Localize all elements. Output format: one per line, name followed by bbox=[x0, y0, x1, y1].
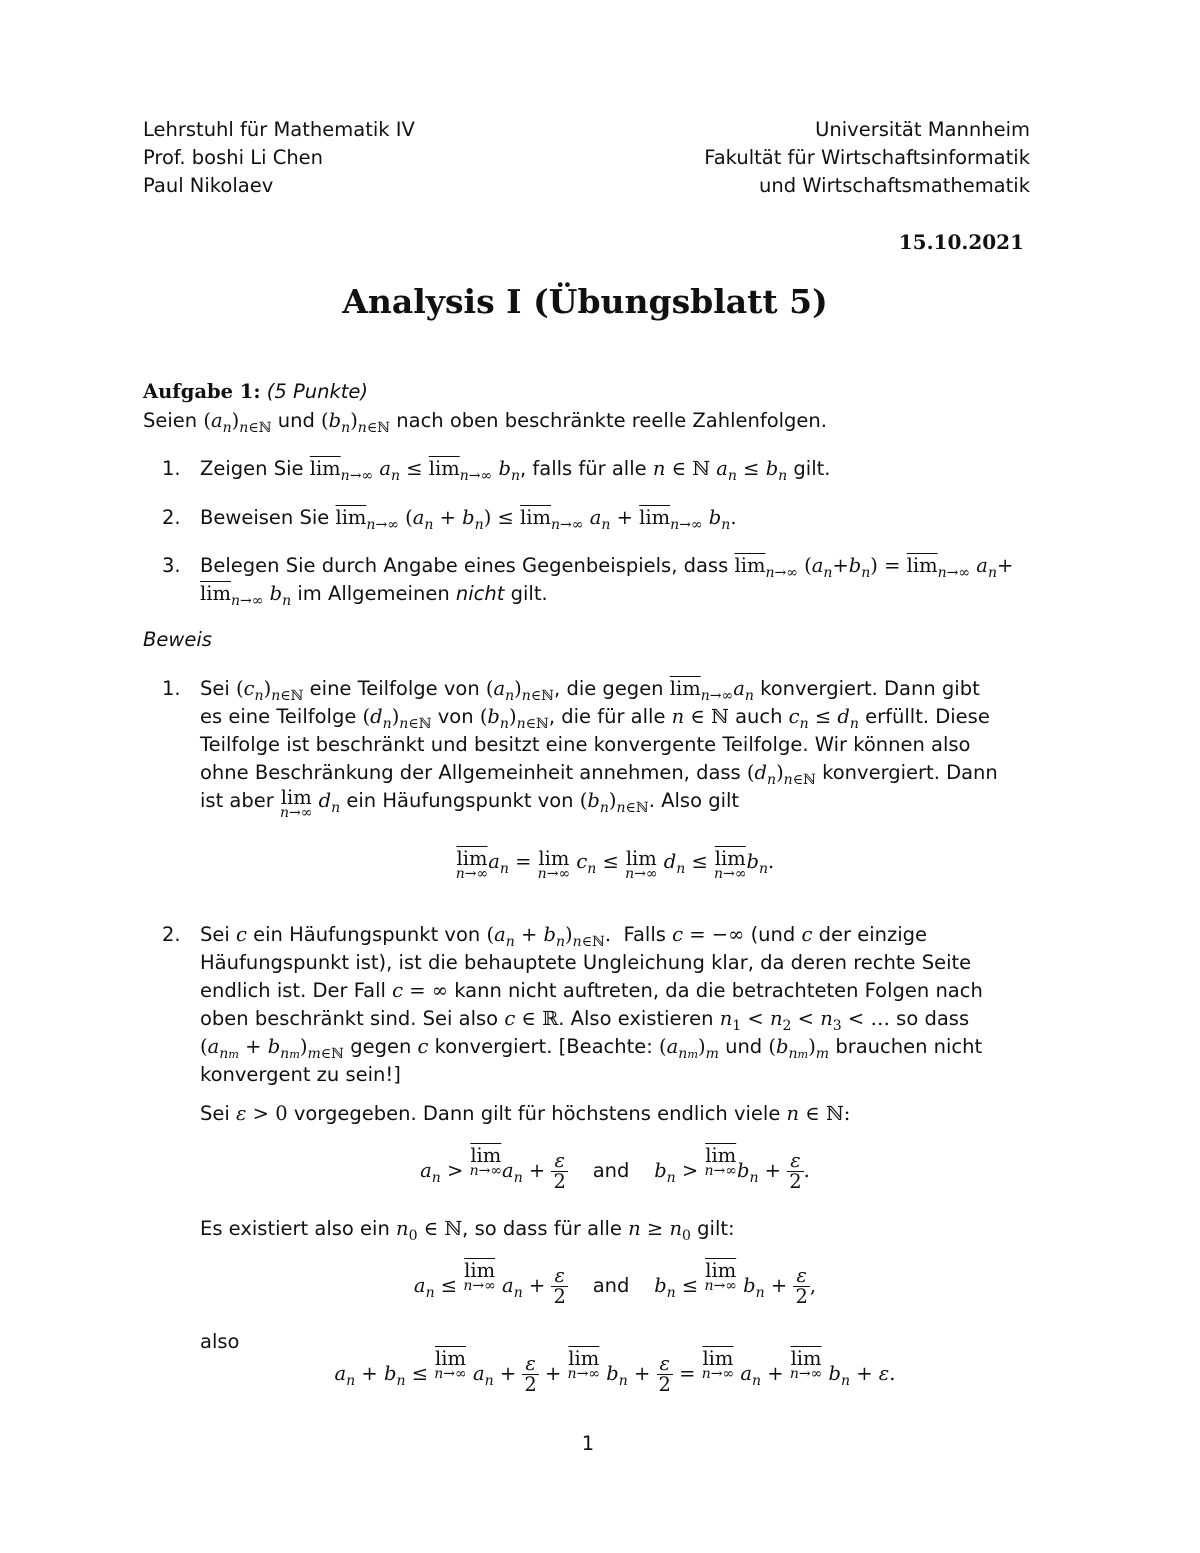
item-3-text-d: gilt. bbox=[510, 582, 548, 605]
proof-2-line-7 bbox=[200, 1100, 850, 1128]
p1-l2c: , die für alle bbox=[548, 705, 666, 728]
math-n-in-N: n ∈ ℕ bbox=[671, 705, 729, 728]
p1-l5c: . Also gilt bbox=[648, 789, 740, 812]
task-label: Aufgabe 1: bbox=[143, 380, 261, 403]
item-1-text-b: , falls für alle bbox=[519, 457, 647, 480]
math-d-seq: $(d_n)_{n\in ℕ}$ bbox=[362, 705, 432, 732]
p2-l1e: der einzige bbox=[818, 923, 928, 946]
task-item-1 bbox=[200, 455, 830, 490]
item-3-text-b: im Allgemeinen bbox=[297, 582, 450, 605]
faculty-name-2: und Wirtschaftsmathematik bbox=[759, 174, 1030, 197]
p1-l1a: Sei bbox=[200, 677, 230, 700]
display-equation-3: $a_n \le \overline{lim}$ n→∞ $a_n$ + $\frac{\varepsilon}{2}$ and $b_n \le \overline{lim}$ n→∞ $b_n$ + $\frac{\varepsilon}{2}$ , bbox=[413, 1259, 817, 1308]
p2-l5b: konvergiert. [Beachte: bbox=[434, 1035, 653, 1058]
p2-l5a: gegen bbox=[350, 1035, 412, 1058]
p2-l4b: . Also existieren bbox=[558, 1007, 714, 1030]
p2-l7a: Sei bbox=[200, 1102, 230, 1125]
math-b-subseq: $(b_{nm})_m$ bbox=[768, 1035, 830, 1062]
math-b-seq: $(b_n)_{n\in ℕ}$ bbox=[321, 409, 391, 436]
proof-2-line-2: Häufungspunkt ist), ist die behauptete Ungleichung klar, da deren rechte Seite bbox=[200, 951, 972, 974]
math-limsup-a: $\overline{lim}_{n\to\infty}a_n$ bbox=[669, 677, 754, 704]
math-lim-d: lim n→∞ $d_n$ bbox=[279, 786, 341, 822]
math-c-2: c bbox=[801, 923, 813, 946]
p2-l4a: oben beschränkt sind. Sei also bbox=[200, 1007, 499, 1030]
math-c-seq: $(c_n)_{n\in ℕ}$ bbox=[236, 677, 304, 704]
math-item-1b: n ∈ ℕ $a_n \le b_n$ bbox=[652, 457, 788, 484]
math-a-seq-2: $(a_n)_{n\in ℕ}$ bbox=[485, 677, 555, 704]
professor-name: Prof. boshi Li Chen bbox=[143, 146, 324, 169]
math-a-subseq: $(a_{nm})_m$ bbox=[659, 1035, 719, 1062]
math-d-seq-2: $(d_n)_{n\in ℕ}$ bbox=[746, 761, 816, 788]
math-c: c bbox=[236, 923, 247, 946]
p1-l2e: erfüllt. Diese bbox=[865, 705, 990, 728]
item-2-text-a: Beweisen Sie bbox=[200, 506, 330, 529]
task-points: (5 Punkte) bbox=[266, 380, 368, 403]
p2-l1a: Sei bbox=[200, 923, 230, 946]
math-n0-in-N: $n_0$ ∈ ℕ bbox=[396, 1217, 463, 1244]
item-3-number: 3. bbox=[162, 554, 181, 577]
display-equation-4: $a_n + b_n \le \overline{lim}$ n→∞ $a_n$ + $\frac{\varepsilon}{2}$ + $\overline{lim}$ n→∞ $b_n$ + $\frac{\varepsilon}{2}$ = $\overline{lim}$ n→∞ $a_n + \overline{lim}$ n→∞ $b_n + \varepsilon$. bbox=[334, 1347, 896, 1396]
proof-2-line-8 bbox=[200, 1215, 735, 1250]
math-item-1: $\overline{lim}_{n\to\infty}$ $a_n \le \overline{lim}_{n\to\infty}$ $b_n$ bbox=[309, 457, 520, 484]
p1-l1d: konvergiert. Dann gibt bbox=[760, 677, 980, 700]
p2-l7b: vorgegeben. Dann gilt für höchstens endlich viele bbox=[293, 1102, 781, 1125]
p2-l5c: und bbox=[725, 1035, 763, 1058]
proof-1-line-5 bbox=[200, 787, 739, 822]
math-c-in-R: c ∈ ℝ bbox=[504, 1007, 559, 1030]
proof-1-number: 1. bbox=[162, 677, 181, 700]
math-item-3b: $\overline{lim}_{n\to\infty}$ $b_n$ bbox=[200, 582, 292, 609]
p1-l4b: konvergiert. Dann bbox=[822, 761, 998, 784]
math-n-ge-n0: $n \ge n_0$ bbox=[628, 1217, 691, 1244]
proof-2-line-6: konvergent zu sein!] bbox=[200, 1063, 401, 1086]
item-1-text-a: Zeigen Sie bbox=[200, 457, 304, 480]
task-item-2 bbox=[200, 504, 737, 539]
intro-text-b: und bbox=[277, 409, 315, 432]
item-1-number: 1. bbox=[162, 457, 181, 480]
p2-l8c: gilt: bbox=[697, 1217, 735, 1240]
p1-l5a: ist aber bbox=[200, 789, 274, 812]
p1-l2b: von bbox=[437, 705, 474, 728]
p2-l1b: ein Häufungspunkt von bbox=[253, 923, 481, 946]
proof-2-number: 2. bbox=[162, 923, 181, 946]
p2-l1c: Falls bbox=[623, 923, 666, 946]
p2-l8a: Es existiert also ein bbox=[200, 1217, 390, 1240]
p2-l3b: kann nicht auftreten, da die betrachteten Folgen nach bbox=[454, 979, 983, 1002]
display-equation-1: $\overline{lim}$ n→∞ $a_n = \lim$ n→∞ $c_n \le \lim$ n→∞ $d_n \le \overline{lim}$ n→∞ $b_n$. bbox=[455, 847, 775, 883]
math-c-3: c bbox=[417, 1035, 429, 1058]
item-1-text-c: gilt. bbox=[793, 457, 831, 480]
p1-l1b: eine Teilfolge von bbox=[309, 677, 480, 700]
display-equation-2: $a_n > \overline{lim}$ n→∞ $a_n$ + $\frac{\varepsilon}{2}$ and $b_n > \overline{lim}$ n→∞ $b_n$ + $\frac{\varepsilon}{2}$ . bbox=[420, 1144, 810, 1193]
p2-l4c: so dass bbox=[896, 1007, 970, 1030]
math-c-inf: c = ∞ bbox=[392, 979, 449, 1002]
task-item-3-line-2 bbox=[200, 580, 548, 615]
item-2-number: 2. bbox=[162, 506, 181, 529]
p2-l8b: , so dass für alle bbox=[462, 1217, 622, 1240]
p1-l4a: ohne Beschränkung der Allgemeinheit annehmen, dass bbox=[200, 761, 741, 784]
math-b-seq-3: $(b_n)_{n\in ℕ}$ bbox=[579, 789, 649, 816]
item-3-text-emph: nicht bbox=[455, 582, 505, 605]
math-b-seq-2: $(b_n)_{n\in ℕ}$ bbox=[479, 705, 549, 732]
math-c-le-d: $c_n \le d_n$ bbox=[788, 705, 859, 732]
university-name: Universität Mannheim bbox=[815, 118, 1030, 141]
item-3-text-a: Belegen Sie durch Angabe eines Gegenbeispiels, dass bbox=[200, 554, 729, 577]
faculty-name: Fakultät für Wirtschaftsinformatik bbox=[704, 146, 1030, 169]
math-ab-seq: $(a_n + b_n)_{n\in ℕ}$. bbox=[486, 923, 612, 950]
assistant-name: Paul Nikolaev bbox=[143, 174, 274, 197]
task-heading bbox=[143, 378, 368, 406]
p1-l2d: auch bbox=[735, 705, 783, 728]
math-n-in-N-2: n ∈ ℕ: bbox=[786, 1102, 851, 1125]
proof-2-line-3 bbox=[200, 977, 983, 1005]
math-n-chain: $n_1 < n_2 < n_3$ < … bbox=[719, 1007, 890, 1034]
intro-text-c: nach oben beschränkte reelle Zahlenfolgen. bbox=[396, 409, 827, 432]
math-item-3: $\overline{lim}_{n\to\infty}$ $(a_n+b_n) = \overline{lim}_{n\to\infty}$ $a_n+$ bbox=[734, 554, 1014, 581]
math-c-minus-inf: c = −∞ bbox=[672, 923, 745, 946]
math-item-2: $\overline{lim}_{n\to\infty}$ $(a_n + b_n) \le \overline{lim}_{n\to\infty}$ $a_n + \overline{lim}_{n\to\infty}$ $b_n$. bbox=[335, 506, 737, 533]
proof-2-also: also bbox=[200, 1330, 240, 1353]
and-word-2: and bbox=[592, 1274, 630, 1297]
p2-l3a: endlich ist. Der Fall bbox=[200, 979, 386, 1002]
proof-label: Beweis bbox=[143, 628, 212, 651]
math-a-seq: $(a_n)_{n\in ℕ}$ bbox=[203, 409, 272, 436]
page-title: Analysis I (Übungsblatt 5) bbox=[342, 282, 828, 321]
intro-text-a: Seien bbox=[143, 409, 198, 432]
page-number: 1 bbox=[581, 1432, 595, 1455]
proof-1-line-3: Teilfolge ist beschränkt und besitzt eine konvergente Teilfolge. Wir können also bbox=[200, 733, 971, 756]
p1-l1c: , die gegen bbox=[554, 677, 664, 700]
p1-l2a: es eine Teilfolge bbox=[200, 705, 357, 728]
p1-l5b: ein Häufungspunkt von bbox=[346, 789, 574, 812]
math-subseq-sum: $(a_{nm} + b_{nm})_{m\in ℕ}$ bbox=[200, 1035, 344, 1062]
chair-name: Lehrstuhl für Mathematik IV bbox=[143, 118, 415, 141]
p2-l5d: brauchen nicht bbox=[835, 1035, 983, 1058]
sheet-date: 15.10.2021 bbox=[898, 230, 1024, 254]
p2-l1d: (und bbox=[750, 923, 796, 946]
task-intro bbox=[143, 407, 827, 442]
math-eps-pos: ε > 0 bbox=[236, 1102, 288, 1125]
and-word-1: and bbox=[592, 1159, 630, 1182]
